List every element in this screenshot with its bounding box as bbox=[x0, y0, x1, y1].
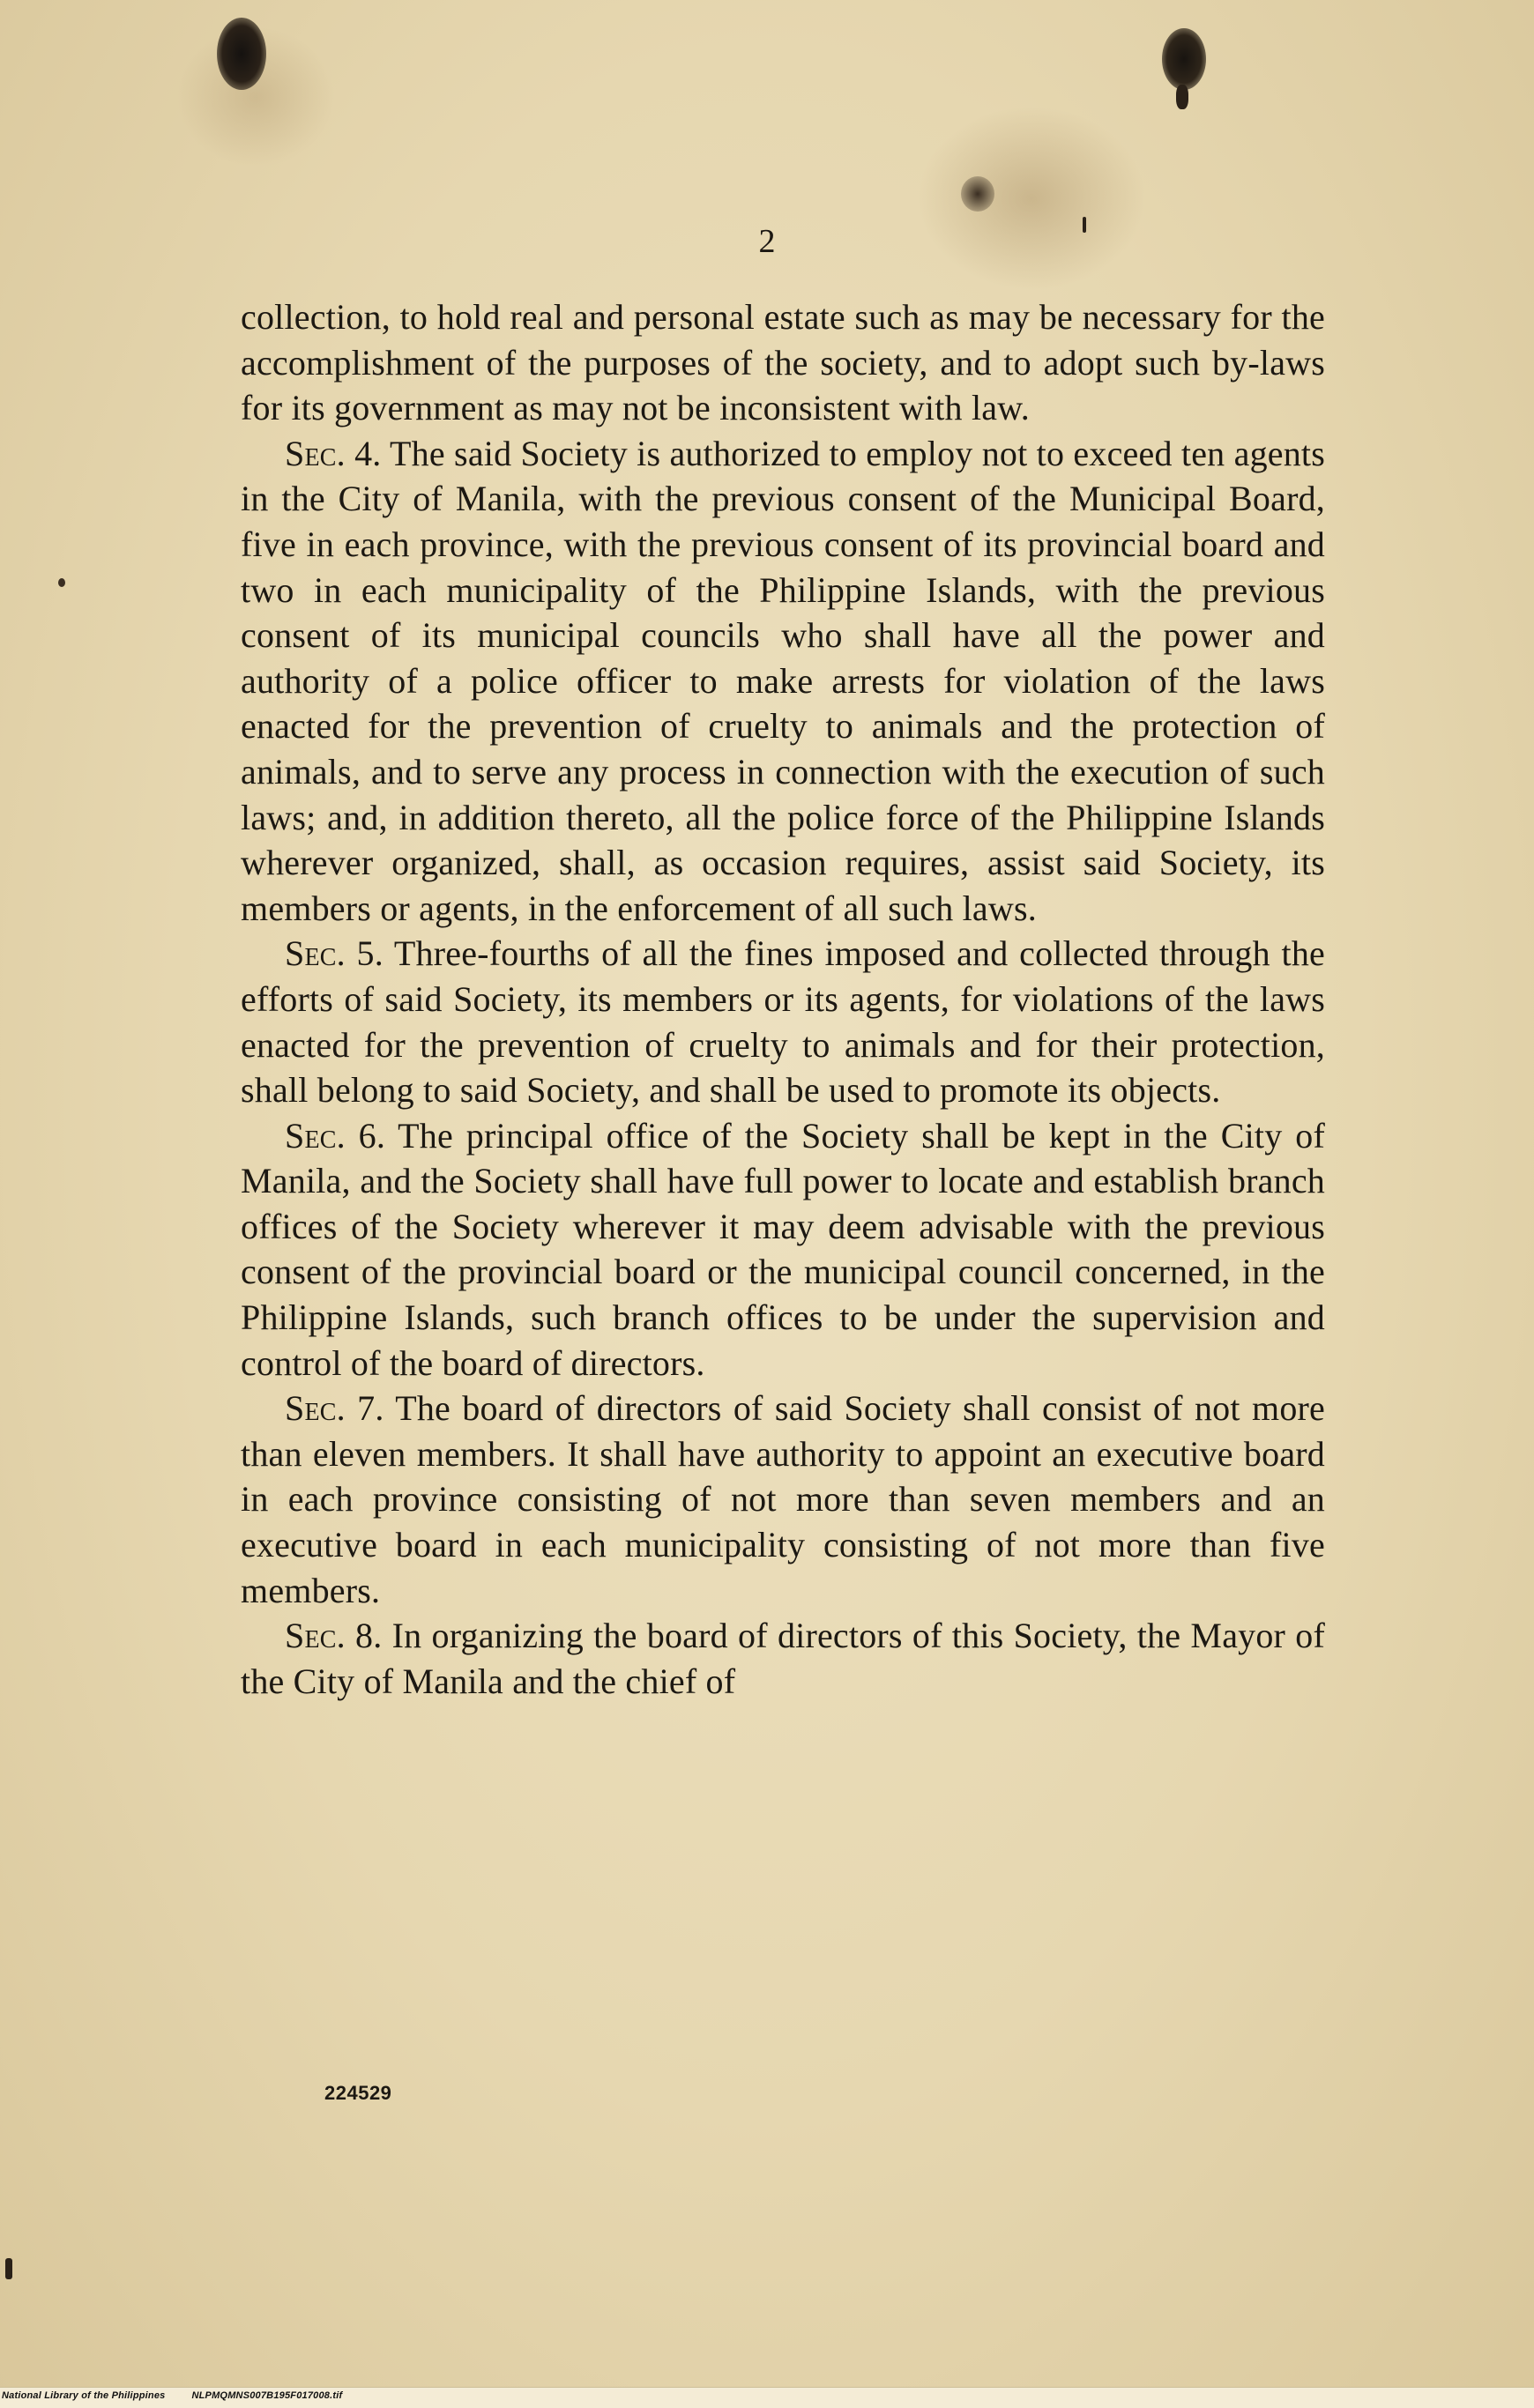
ink-blot bbox=[1176, 85, 1188, 109]
section-text: The principal office of the Society shall be kept in the City of Manila, and the Society shall have full power to locate and establish branch offices of the Society wherever it may deem advisable with the previous consent of the provincial board or the municipal council concerned, in the Philippine Islands, such branch offices to be under the supervision and control of the board of directors. bbox=[241, 1115, 1325, 1383]
paragraph-text: collection, to hold real and personal estate such as may be necessary for the accomplishment of the purposes of the society, and to adopt such by-laws for its government as may not be inconsistent with law. bbox=[241, 297, 1325, 428]
section-label: Sec. 4. bbox=[285, 433, 382, 473]
section-label: Sec. 8. bbox=[285, 1616, 383, 1656]
section-text: The board of directors of said Society shall consist of not more than eleven members. It shall have authority to appoint an executive board in each province consisting of not more than seven members and an executive board in each municipality consisting of not more than five members. bbox=[241, 1388, 1325, 1610]
section-7 bbox=[241, 1386, 1325, 1613]
section-6 bbox=[241, 1113, 1325, 1386]
section-8 bbox=[241, 1613, 1325, 1704]
ink-spot bbox=[961, 176, 994, 212]
paragraph-continuation bbox=[241, 294, 1325, 431]
page-number: 2 bbox=[758, 223, 776, 260]
section-label: Sec. 5. bbox=[285, 933, 384, 974]
section-4 bbox=[241, 431, 1325, 932]
section-label: Sec. 6. bbox=[285, 1115, 386, 1156]
section-text: The said Society is authorized to employ not to exceed ten agents in the City of Manila, with the previous consent of the Municipal Board, five in each province, with the previous consent of its provincial board and two in each municipality of the Philippine Islands, with the previous consent of its municipal councils who shall have all the power and authority of a police officer to make arrests for violation of the laws enacted for the prevention of cruelty to animals and the protection of animals, and to serve any process in connection with the execution of such laws; and, in addition thereto, all the police force of the Philippine Islands wherever organized, shall, as occasion requires, assist said Society, its members or agents, in the enforcement of all such laws. bbox=[241, 433, 1325, 928]
section-text: Three-fourths of all the fines imposed and collected through the efforts of said Society, its members or its agents, for violations of the laws enacted for the prevention of cruelty to animals and for their protection, shall belong to said Society, and shall be used to promote its objects. bbox=[241, 933, 1325, 1111]
section-label: Sec. 7. bbox=[285, 1388, 384, 1429]
library-name: National Library of the Philippines bbox=[2, 2390, 166, 2401]
ink-blot bbox=[217, 18, 266, 90]
ink-spot bbox=[58, 578, 65, 587]
body-text bbox=[241, 294, 1325, 1704]
scan-footer-caption bbox=[2, 2390, 342, 2401]
printer-code: 224529 bbox=[324, 2082, 392, 2104]
section-5 bbox=[241, 931, 1325, 1112]
ink-blot bbox=[1162, 28, 1206, 90]
section-text: In organizing the board of directors of this Society, the Mayor of the City of Manila and the chief of bbox=[241, 1616, 1325, 1701]
file-name: NLPMQMNS007B195F017008.tif bbox=[191, 2390, 343, 2401]
ink-spot bbox=[5, 2258, 12, 2279]
